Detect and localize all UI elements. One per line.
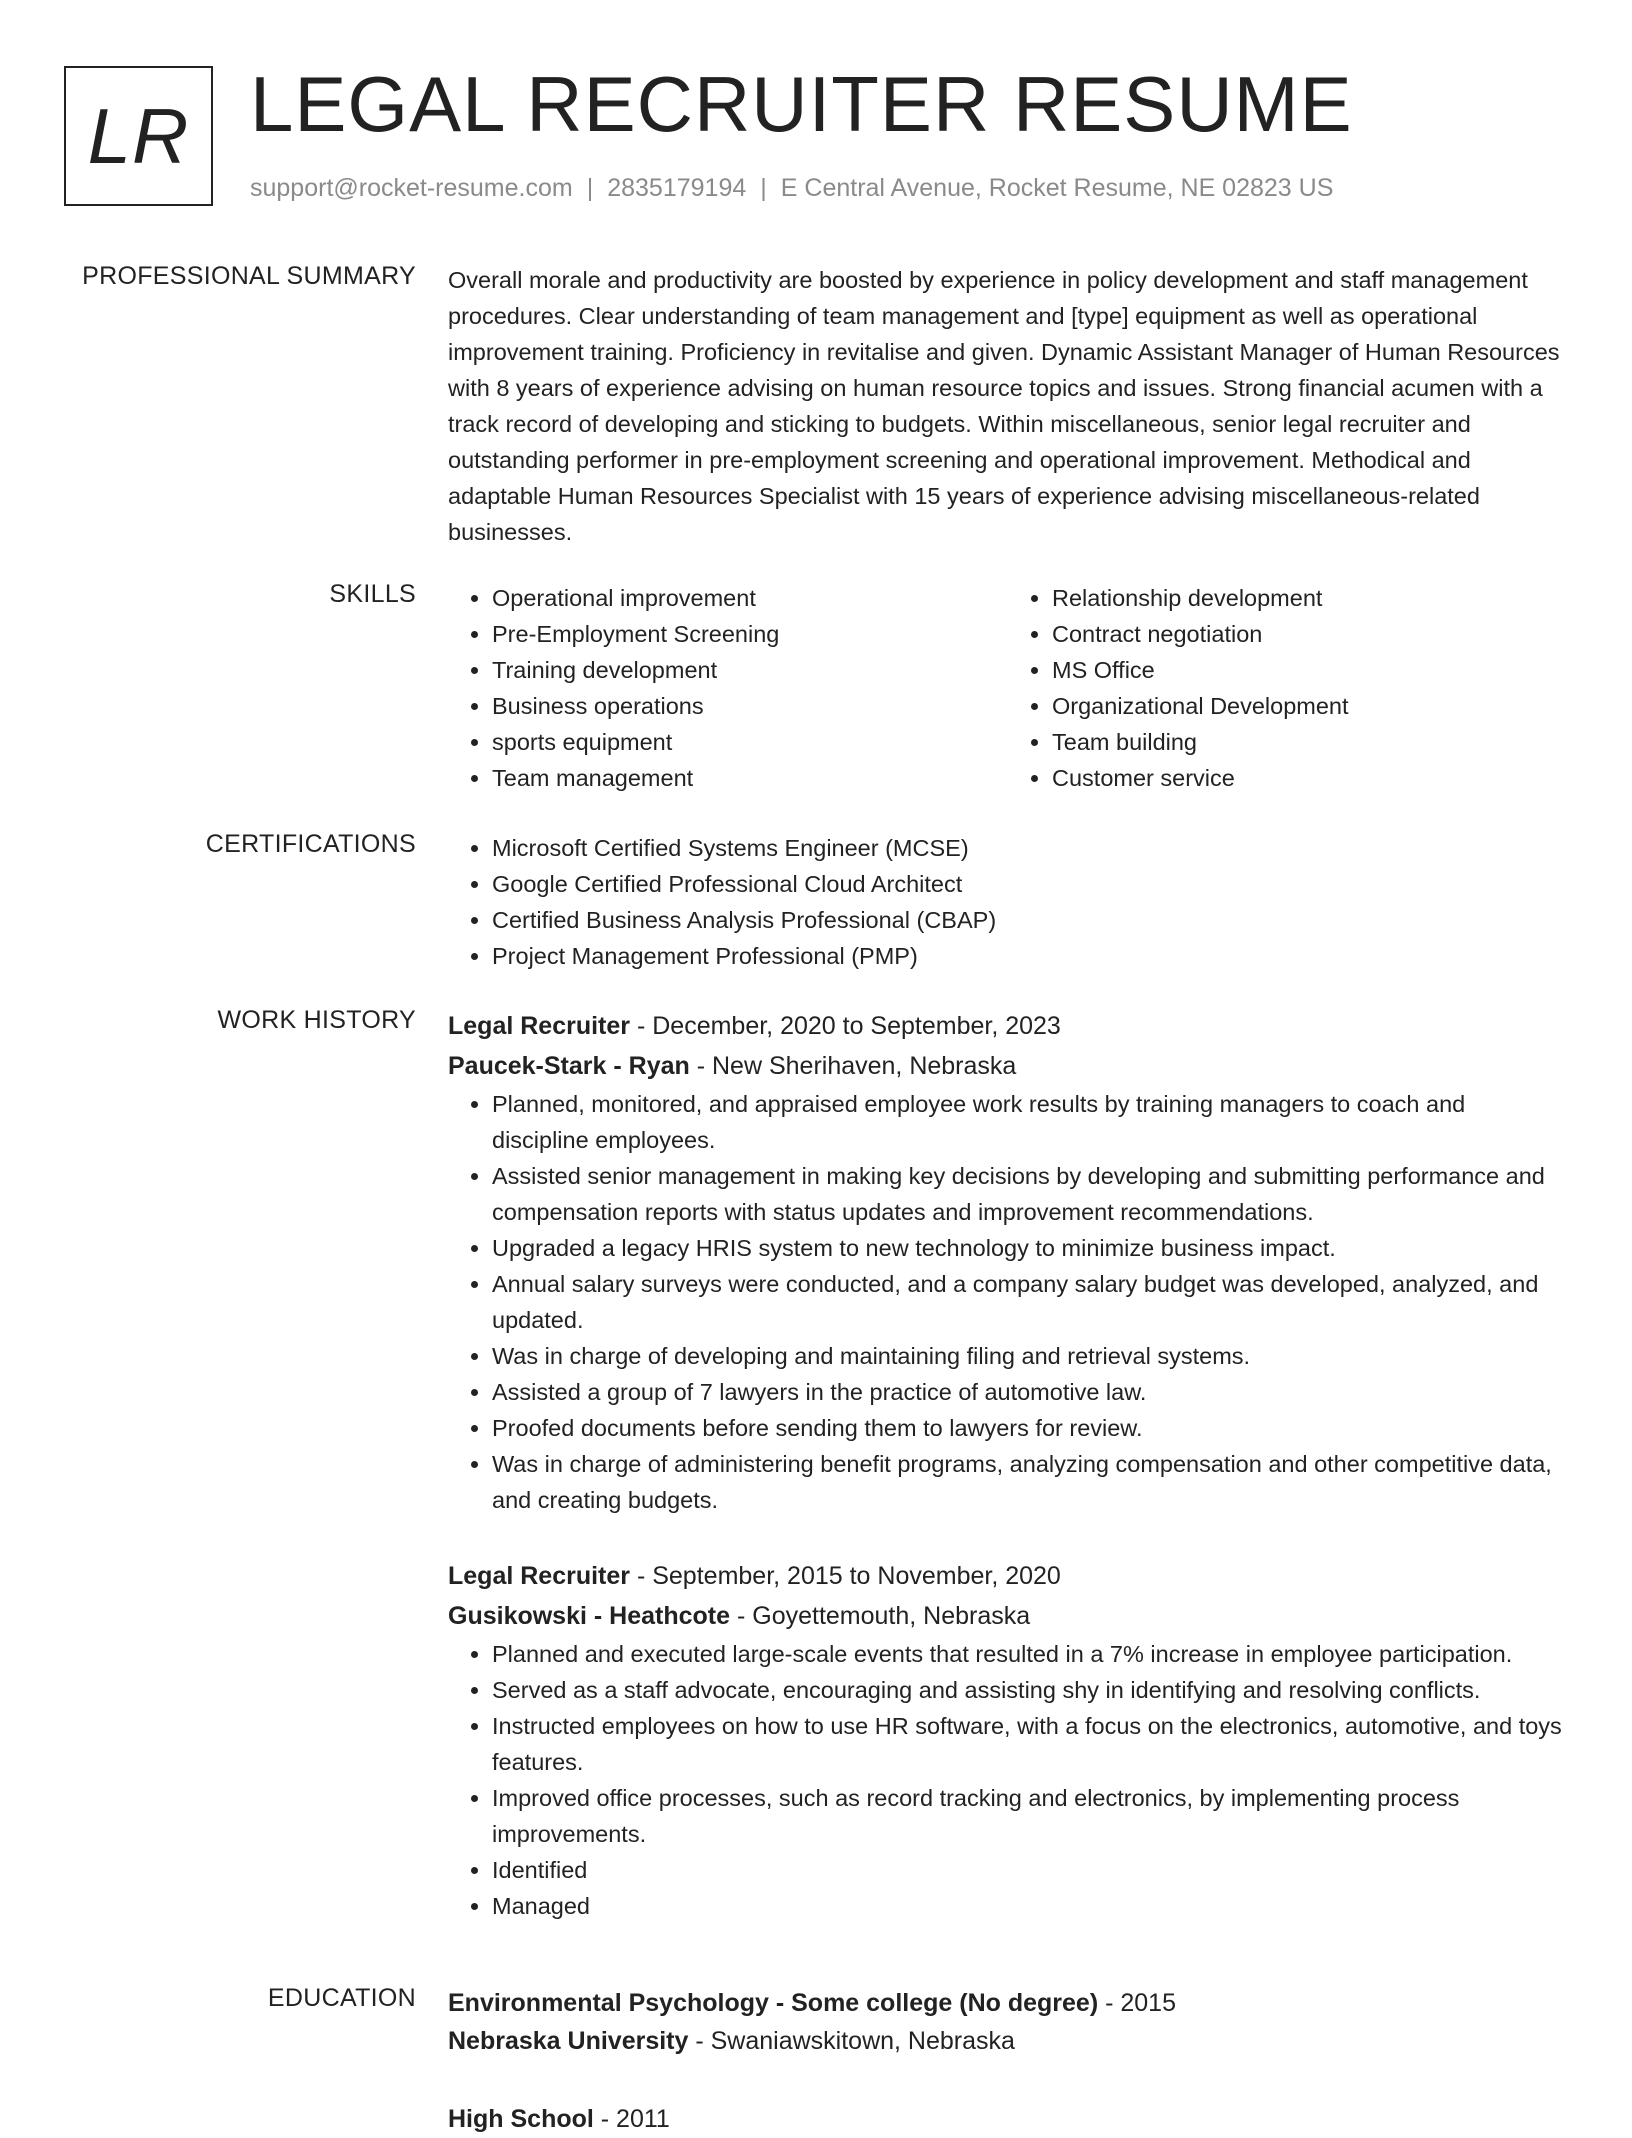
job-duty: • Was in charge of developing and maintaining filing and retrieval systems. (492, 1338, 1568, 1374)
education-body (448, 1984, 1568, 2138)
certification-item: • Certified Business Analysis Professional (CBAP) (492, 902, 1568, 938)
skill-item: • Training development (492, 652, 1008, 688)
monogram-logo: LR (64, 66, 213, 206)
skills-column-left (448, 580, 1008, 796)
skills-column-right (1008, 580, 1568, 796)
education-school: Nebraska University (448, 2027, 689, 2055)
job-duties-list (448, 1636, 1568, 1924)
skill-item: • Contract negotiation (1052, 616, 1568, 652)
job-duty: • Annual salary surveys were conducted, and a company salary budget was developed, analyzed, and updated. (492, 1266, 1568, 1338)
job-duty: • Planned and executed large-scale events that resulted in a 7% increase in employee participation. (492, 1636, 1568, 1672)
education-degree-line (448, 1984, 1568, 2022)
skill-item: • MS Office (1052, 652, 1568, 688)
education-entry (448, 1984, 1568, 2060)
certification-item: • Google Certified Professional Cloud Architect (492, 866, 1568, 902)
page-title: LEGAL RECRUITER RESUME (250, 60, 1353, 148)
resume-header (64, 60, 1564, 216)
section-label-summary: PROFESSIONAL SUMMARY (82, 262, 416, 290)
job-title: Legal Recruiter (448, 1012, 631, 1040)
certification-item: • Microsoft Certified Systems Engineer (MCSE) (492, 830, 1568, 866)
job-entry (448, 1556, 1568, 1924)
education-degree: High School (448, 2105, 594, 2133)
contact-line (250, 174, 1333, 203)
job-duty: • Managed (492, 1888, 1568, 1924)
job-company: Paucek-Stark - Ryan (448, 1052, 690, 1080)
skill-item: • Organizational Development (1052, 688, 1568, 724)
job-duties-list (448, 1086, 1568, 1518)
job-duty: • Upgraded a legacy HRIS system to new technology to minimize business impact. (492, 1230, 1568, 1266)
certification-item: • Project Management Professional (PMP) (492, 938, 1568, 974)
contact-address: E Central Avenue, Rocket Resume, NE 02823 US (780, 174, 1334, 202)
job-duty: • Served as a staff advocate, encouraging and assisting shy in identifying and resolving conflicts. (492, 1672, 1568, 1708)
contact-separator: | (760, 174, 767, 202)
education-location: - Swaniawskitown, Nebraska (688, 2027, 1015, 2055)
skill-item: • Relationship development (1052, 580, 1568, 616)
skill-item: • Business operations (492, 688, 1008, 724)
section-label-certifications: CERTIFICATIONS (205, 830, 416, 858)
job-dates: - September, 2015 to November, 2020 (630, 1562, 1061, 1590)
contact-separator: | (586, 174, 594, 202)
skill-item: • sports equipment (492, 724, 1008, 760)
contact-email[interactable]: support@rocket-resume.com (250, 174, 573, 202)
summary-body (448, 262, 1568, 550)
skill-item: • Team building (1052, 724, 1568, 760)
job-company-line (448, 1596, 1568, 1636)
job-location: - Goyettemouth, Nebraska (730, 1602, 1031, 1630)
education-degree: Environmental Psychology - Some college (No degree) (448, 1989, 1099, 2017)
job-duty: • Identified (492, 1852, 1568, 1888)
education-entry (448, 2100, 1568, 2138)
education-year: - 2011 (593, 2105, 670, 2133)
skill-item: • Customer service (1052, 760, 1568, 796)
job-duty: • Proofed documents before sending them to lawyers for review. (492, 1410, 1568, 1446)
job-title: Legal Recruiter (448, 1562, 631, 1590)
job-title-line (448, 1556, 1568, 1596)
education-school-line (448, 2022, 1568, 2060)
contact-phone[interactable]: 2835179194 (607, 174, 747, 202)
job-duty: • Instructed employees on how to use HR software, with a focus on the electronics, automotive, and toys features. (492, 1708, 1568, 1780)
section-label-work-history: WORK HISTORY (217, 1006, 416, 1034)
job-entry (448, 1006, 1568, 1518)
job-location: - New Sherihaven, Nebraska (689, 1052, 1017, 1080)
job-dates: - December, 2020 to September, 2023 (630, 1012, 1061, 1040)
job-duty: • Assisted a group of 7 lawyers in the practice of automotive law. (492, 1374, 1568, 1410)
skill-item: • Team management (492, 760, 1008, 796)
skill-item: • Operational improvement (492, 580, 1008, 616)
education-degree-line (448, 2100, 1568, 2138)
section-label-education: EDUCATION (267, 1984, 416, 2012)
education-year: - 2015 (1098, 1989, 1176, 2017)
work-history-body (448, 1006, 1568, 1962)
skill-item: • Pre-Employment Screening (492, 616, 1008, 652)
section-label-skills: SKILLS (329, 580, 416, 608)
job-duty: • Assisted senior management in making key decisions by developing and submitting performance and compensation reports with status updates and improvement recommendations. (492, 1158, 1568, 1230)
job-company: Gusikowski - Heathcote (448, 1602, 731, 1630)
skills-list (448, 580, 1568, 796)
job-title-line (448, 1006, 1568, 1046)
summary-text: Overall morale and productivity are boosted by experience in policy development and staff management procedures. Clear understanding of team management and [type] equipment as well as operational improvement training. Proficiency in revitalise and given. Dynamic Assistant Manager of Human Resources with 8 years of experience advising on human resource topics and issues. Strong financial acumen with a track record of developing and sticking to budgets. Within miscellaneous, senior legal recruiter and outstanding performer in pre-employment screening and operational improvement. Methodical and adaptable Human Resources Specialist with 15 years of experience advising miscellaneous-related businesses. (448, 267, 1560, 545)
job-duty: • Was in charge of administering benefit programs, analyzing compensation and other competitive data, and creating budgets. (492, 1446, 1568, 1518)
job-duty: • Planned, monitored, and appraised employee work results by training managers to coach and discipline employees. (492, 1086, 1568, 1158)
certifications-body (448, 830, 1568, 974)
certifications-list (448, 830, 1568, 974)
job-company-line (448, 1046, 1568, 1086)
job-duty: • Improved office processes, such as record tracking and electronics, by implementing process improvements. (492, 1780, 1568, 1852)
